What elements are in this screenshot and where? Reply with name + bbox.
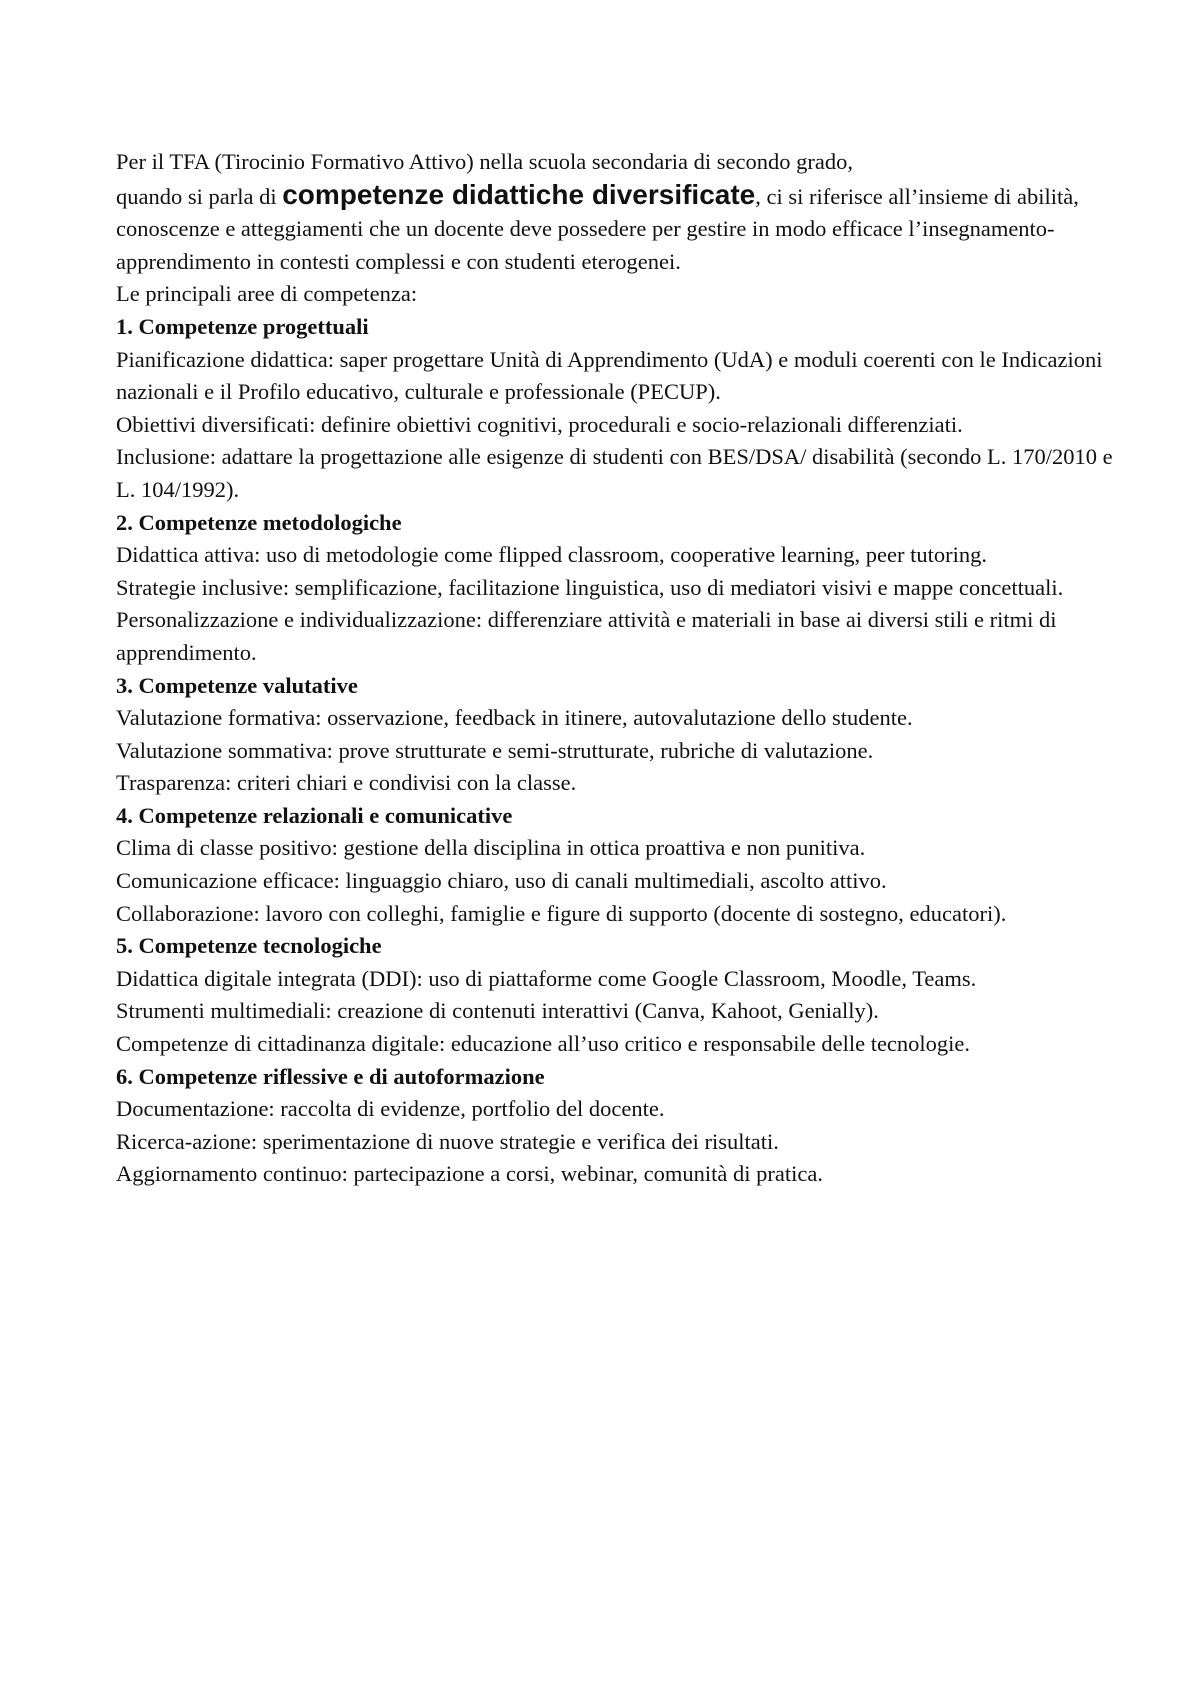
intro-text-c: , ci si riferisce — [755, 183, 883, 209]
intro-paragraph — [116, 146, 1116, 278]
section-6-item-2: Ricerca-azione: sperimentazione di nuove strategie e verifica dei risultati. — [116, 1128, 779, 1154]
section-heading-1: 1. Competenze progettuali — [116, 313, 369, 339]
section-6-item-1: Documentazione: raccolta di evidenze, portfolio del docente. — [116, 1096, 665, 1122]
section-4-item-2: Comunicazione efficace: linguaggio chiaro, uso di canali multimediali, ascolto attivo. — [116, 868, 887, 894]
section-5-item-2: Strumenti multimediali: creazione di contenuti interattivi (Canva, Kahoot, Genially). — [116, 998, 879, 1024]
section-3-item-2: Valutazione sommativa: prove strutturate e semi-strutturate, rubriche di valutazione. — [116, 737, 874, 763]
section-4-item-1: Clima di classe positivo: gestione della disciplina in ottica proattiva e non punitiva. — [116, 835, 866, 861]
section-1-item-3: Inclusione: adattare la progettazione alle esigenze di studenti con BES/DSA/ disabilità (secondo L. 170/2010 e L. 104/1992). — [116, 444, 1113, 502]
section-heading-2: 2. Competenze metodologiche — [116, 509, 402, 535]
section-1-item-2: Obiettivi diversificati: definire obiettivi cognitivi, procedurali e socio-relazionali differenziati. — [116, 411, 963, 437]
section-heading-4: 4. Competenze relazionali e comunicative — [116, 802, 513, 828]
areas-label: Le principali aree di competenza: — [116, 281, 418, 307]
section-heading-6: 6. Competenze riflessive e di autoformazione — [116, 1063, 545, 1089]
section-1-item-1: Pianificazione didattica: saper progettare Unità di Apprendimento (UdA) e moduli coerenti con le Indicazioni nazionali e il Profilo educativo, culturale e professionale (PECUP). — [116, 346, 1103, 405]
section-5-item-3: Competenze di cittadinanza digitale: educazione all’uso critico e responsabile delle tecnologie. — [116, 1031, 971, 1057]
intro-text-d: all’insieme di abilità, conoscenze e atteggiamenti che un docente deve possedere per gestire in modo efficace l’insegnamento-apprendimento in contesti complessi e con studenti eterogenei. — [116, 183, 1079, 274]
intro-text-a: Per il TFA (Tirocinio Formativo Attivo) nella scuola secondaria di secondo grado, — [116, 149, 853, 174]
section-5-item-1: Didattica digitale integrata (DDI): uso di piattaforme come Google Classroom, Moodle, Teams. — [116, 965, 977, 991]
section-heading-5: 5. Competenze tecnologiche — [116, 933, 382, 959]
section-2-item-2: Strategie inclusive: semplificazione, facilitazione linguistica, uso di mediatori visivi e mappe concettuali. — [116, 574, 1064, 600]
section-2-item-1: Didattica attiva: uso di metodologie come flipped classroom, cooperative learning, peer tutoring. — [116, 542, 987, 568]
intro-text-b: quando si parla di — [116, 183, 277, 209]
intro-highlight: competenze didattiche diversificate — [282, 178, 756, 210]
document-page — [116, 146, 1116, 1191]
section-4-item-3: Collaborazione: lavoro con colleghi, famiglie e figure di supporto (docente di sostegno, educatori). — [116, 900, 1007, 926]
section-2-item-3: Personalizzazione e individualizzazione: differenziare attività e materiali in base ai diversi stili e ritmi di apprendimento. — [116, 607, 1057, 665]
section-3-item-3: Trasparenza: criteri chiari e condivisi con la classe. — [116, 770, 577, 796]
section-3-item-1: Valutazione formativa: osservazione, feedback in itinere, autovalutazione dello studente. — [116, 705, 913, 731]
section-6-item-3: Aggiornamento continuo: partecipazione a corsi, webinar, comunità di pratica. — [116, 1161, 823, 1187]
section-heading-3: 3. Competenze valutative — [116, 672, 358, 698]
